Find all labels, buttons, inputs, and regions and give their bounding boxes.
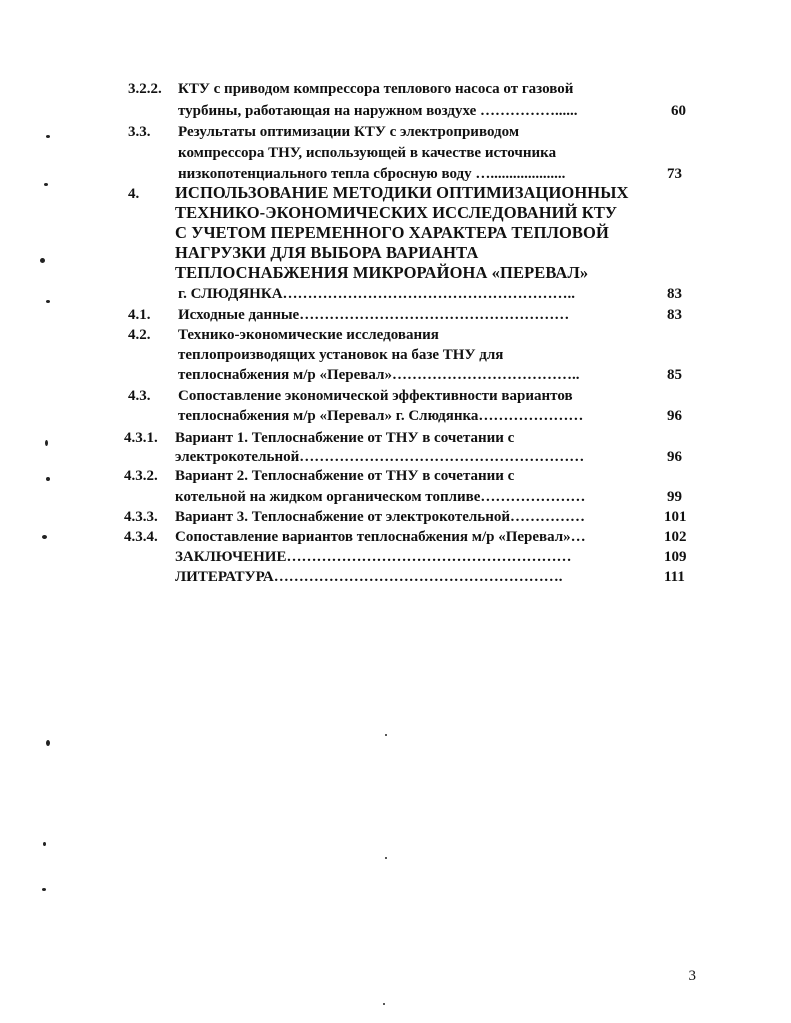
toc-entry-line: Сопоставление вариантов теплоснабжения м/р «Перевал»… — [175, 529, 586, 545]
scan-speck — [46, 477, 50, 481]
toc-entry-number: 4. — [128, 186, 140, 202]
toc-entry-line: теплоснабжения м/р «Перевал» г. Слюдянка………………… — [178, 408, 584, 424]
toc-entry-page: 60 — [671, 103, 686, 119]
scan-speck — [385, 734, 387, 736]
toc-entry-page: 101 — [664, 509, 687, 525]
toc-entry-line: компрессора ТНУ, использующей в качестве источника — [178, 145, 557, 161]
toc-entry-line: Вариант 1. Теплоснабжение от ТНУ в сочетании с — [175, 430, 515, 446]
toc-entry-line: Вариант 3. Теплоснабжение от электрокотельной…………… — [175, 509, 586, 525]
scan-speck — [46, 300, 50, 303]
toc-entry-line: турбины, работающая на наружном воздухе ……………...... — [178, 103, 578, 119]
toc-entry-line: теплоснабжения м/р «Перевал»……………………………….. — [178, 367, 580, 383]
toc-entry-number: 4.3. — [128, 388, 151, 404]
toc-entry-line: низкопотенциального тепла сбросную воду ….................... — [178, 166, 566, 182]
toc-entry-page: 83 — [667, 307, 682, 323]
toc-entry-page: 85 — [667, 367, 682, 383]
toc-entry-page: 73 — [667, 166, 682, 182]
toc-entry-number: 3.3. — [128, 124, 151, 140]
toc-entry-line: Технико-экономические исследования — [178, 327, 439, 343]
toc-entry-line: ИСПОЛЬЗОВАНИЕ МЕТОДИКИ ОПТИМИЗАЦИОННЫХ — [175, 183, 629, 202]
toc-entry-number: 4.3.1. — [124, 430, 158, 446]
toc-entry-number: 4.1. — [128, 307, 151, 323]
toc-entry-line: ЛИТЕРАТУРА…………………………………………………. — [175, 569, 563, 585]
toc-entry-line: ЗАКЛЮЧЕНИЕ………………………………………………… — [175, 549, 572, 565]
toc-entry-line: НАГРУЗКИ ДЛЯ ВЫБОРА ВАРИАНТА — [175, 243, 479, 262]
toc-entry-page: 83 — [667, 286, 682, 302]
scan-speck — [46, 740, 50, 746]
toc-entry-line: теплопроизводящих установок на базе ТНУ для — [178, 347, 504, 363]
toc-entry-number: 4.3.4. — [124, 529, 158, 545]
toc-entry-page: 99 — [667, 489, 682, 505]
toc-entry-number: 4.3.3. — [124, 509, 158, 525]
scan-speck — [46, 135, 50, 138]
toc-entry-line: котельной на жидком органическом топливе………………… — [175, 489, 586, 505]
scan-speck — [40, 258, 45, 263]
toc-entry-line: Результаты оптимизации КТУ с электроприводом — [178, 124, 520, 140]
scan-speck — [42, 888, 46, 891]
toc-entry-number: 4.3.2. — [124, 468, 158, 484]
toc-entry-line: Вариант 2. Теплоснабжение от ТНУ в сочетании с — [175, 468, 515, 484]
toc-entry-line: С УЧЕТОМ ПЕРЕМЕННОГО ХАРАКТЕРА ТЕПЛОВОЙ — [175, 223, 609, 242]
scan-speck — [42, 535, 47, 539]
toc-entry-line: ТЕХНИКО-ЭКОНОМИЧЕСКИХ ИССЛЕДОВАНИЙ КТУ — [175, 203, 618, 222]
scan-speck — [43, 842, 46, 846]
toc-entry-line: ТЕПЛОСНАБЖЕНИЯ МИКРОРАЙОНА «ПЕРЕВАЛ» — [175, 263, 589, 282]
toc-entry-page: 111 — [664, 569, 685, 585]
toc-entry-page: 109 — [664, 549, 687, 565]
toc-entry-line: г. СЛЮДЯНКА………………………………………………….. — [178, 286, 576, 302]
toc-entry-line: Исходные данные……………………………………………… — [178, 307, 570, 323]
scan-speck — [385, 857, 387, 859]
scan-speck — [383, 1003, 385, 1005]
toc-entry-line: электрокотельной………………………………………………… — [175, 449, 585, 465]
toc-entry-page: 102 — [664, 529, 687, 545]
toc-entry-line: Сопоставление экономической эффективности вариантов — [178, 388, 573, 404]
scan-speck — [45, 440, 48, 446]
page-number: 3 — [688, 968, 696, 984]
toc-entry-number: 4.2. — [128, 327, 151, 343]
scan-speck — [44, 183, 48, 186]
toc-entry-page: 96 — [667, 449, 682, 465]
toc-entry-line: КТУ с приводом компрессора теплового насоса от газовой — [178, 81, 574, 97]
toc-entry-page: 96 — [667, 408, 682, 424]
toc-entry-number: 3.2.2. — [128, 81, 162, 97]
